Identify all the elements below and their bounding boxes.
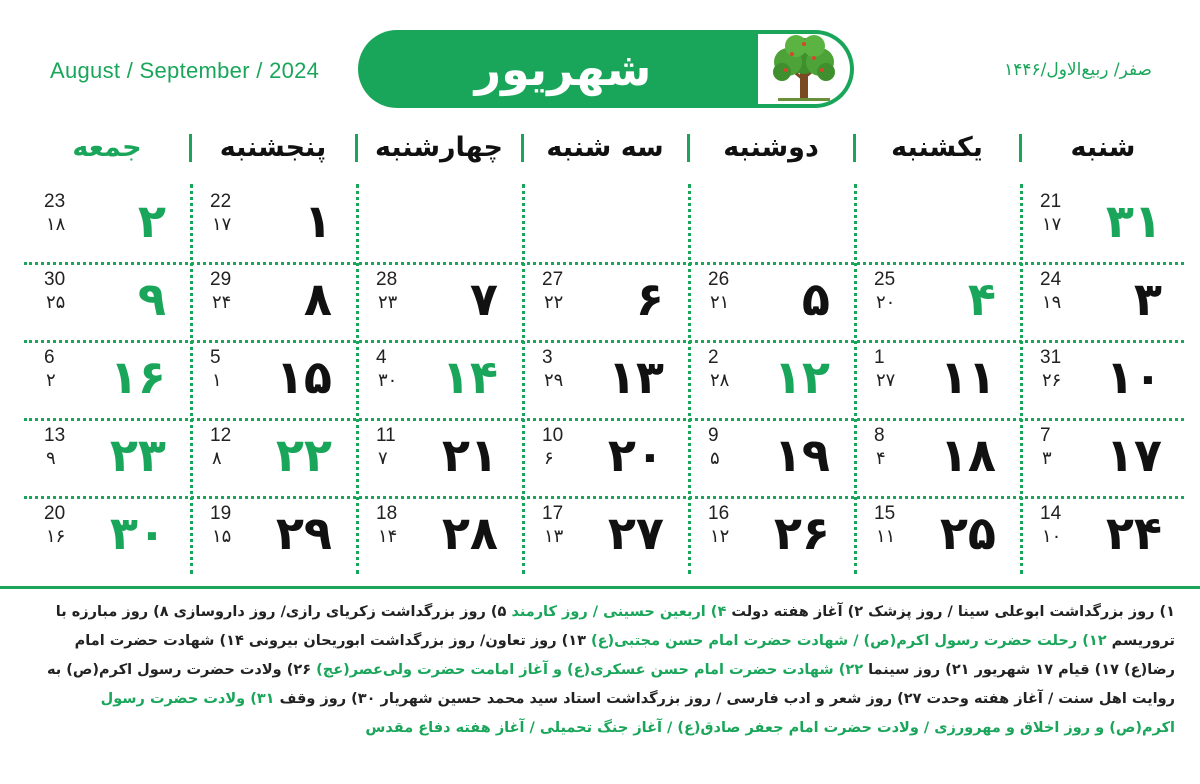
solar-day-number: ۸ (303, 272, 332, 326)
solar-day-number: ۱۶ (109, 350, 166, 404)
solar-day-number: ۲۷ (607, 506, 664, 560)
day-cell[interactable] (358, 262, 524, 340)
gregorian-day-number: 10 (542, 425, 564, 446)
day-cell[interactable] (856, 418, 1022, 496)
gregorian-day-number: 1 (874, 347, 885, 368)
day-cell[interactable] (26, 418, 192, 496)
hijri-day-number: ۱۹ (1042, 292, 1062, 313)
gregorian-day-number: 8 (874, 425, 885, 446)
solar-day-number: ۱۴ (441, 350, 498, 404)
hijri-day-number: ۳ (1042, 448, 1052, 469)
day-cell[interactable] (1022, 496, 1188, 574)
gregorian-day-number: 4 (376, 347, 387, 368)
day-cell[interactable] (524, 262, 690, 340)
hijri-day-number: ۲۹ (544, 370, 564, 391)
day-cell[interactable] (26, 184, 192, 262)
hijri-day-number: ۱۴ (378, 526, 398, 547)
day-cell[interactable] (690, 340, 856, 418)
hijri-day-number: ۱۱ (876, 526, 896, 547)
hijri-day-number: ۲ (46, 370, 56, 391)
gregorian-day-number: 6 (44, 347, 55, 368)
occasions-notes (30, 598, 1175, 778)
hijri-day-number: ۲۵ (46, 292, 66, 313)
gregorian-day-number: 2 (708, 347, 719, 368)
day-cell[interactable] (1022, 418, 1188, 496)
solar-day-number: ۵ (801, 272, 830, 326)
day-cell[interactable] (524, 340, 690, 418)
day-cell[interactable] (856, 262, 1022, 340)
day-cell[interactable] (690, 418, 856, 496)
solar-day-number: ۱۹ (773, 428, 830, 482)
hijri-day-number: ۲۶ (1042, 370, 1062, 391)
solar-day-number: ۲۲ (275, 428, 332, 482)
gregorian-day-number: 15 (874, 503, 896, 524)
day-cell[interactable] (358, 496, 524, 574)
gregorian-day-number: 20 (44, 503, 66, 524)
solar-day-number: ۳۱ (1105, 194, 1162, 248)
gregorian-day-number: 22 (210, 191, 232, 212)
gregorian-day-number: 16 (708, 503, 730, 524)
calendar-header (0, 0, 1200, 120)
gregorian-day-number: 19 (210, 503, 232, 524)
solar-day-number: ۲۴ (1105, 506, 1162, 560)
gregorian-day-number: 27 (542, 269, 564, 290)
hijri-day-number: ۲۰ (876, 292, 896, 313)
day-cell[interactable] (358, 418, 524, 496)
solar-day-number: ۲۱ (441, 428, 498, 482)
hijri-day-number: ۱ (212, 370, 222, 391)
day-cell[interactable] (1022, 262, 1188, 340)
day-cell[interactable] (1022, 340, 1188, 418)
gregorian-day-number: 26 (708, 269, 730, 290)
weekday-label: یکشنبه (891, 132, 983, 163)
hijri-day-number: ۲۸ (710, 370, 730, 391)
day-cell[interactable] (192, 418, 358, 496)
weekday-label: چهارشنبه (375, 132, 503, 163)
day-cell[interactable] (856, 496, 1022, 574)
weekday-header-row (0, 120, 1200, 176)
day-cell[interactable] (524, 496, 690, 574)
solar-day-number: ۳۰ (109, 506, 166, 560)
day-cell[interactable] (192, 340, 358, 418)
hijri-day-number: ۱۷ (212, 214, 232, 235)
hijri-day-number: ۶ (544, 448, 554, 469)
notes-divider (0, 586, 1200, 589)
hijri-day-number: ۱۵ (212, 526, 232, 547)
gregorian-day-number: 5 (210, 347, 221, 368)
solar-day-number: ۶ (635, 272, 664, 326)
gregorian-day-number: 13 (44, 425, 66, 446)
gregorian-day-number: 29 (210, 269, 232, 290)
solar-day-number: ۱۰ (1105, 350, 1162, 404)
hijri-day-number: ۱۸ (46, 214, 66, 235)
gregorian-day-number: 28 (376, 269, 398, 290)
weekday-label: سه شنبه (546, 132, 664, 163)
solar-day-number: ۱۳ (607, 350, 664, 404)
solar-day-number: ۲۸ (441, 506, 498, 560)
solar-day-number: ۳ (1133, 272, 1162, 326)
day-cell[interactable] (1022, 184, 1188, 262)
solar-day-number: ۷ (469, 272, 498, 326)
hijri-day-number: ۲۳ (378, 292, 398, 313)
day-cell[interactable] (856, 340, 1022, 418)
occasion-note: ۴) اربعین حسینی / روز کارمند (506, 604, 727, 620)
solar-day-number: ۲۰ (607, 428, 664, 482)
gregorian-day-number: 17 (542, 503, 564, 524)
weekday-label: پنجشنبه (219, 132, 327, 163)
day-cell[interactable] (358, 340, 524, 418)
day-cell[interactable] (690, 262, 856, 340)
hijri-day-number: ۱۷ (1042, 214, 1062, 235)
hijri-day-number: ۲۷ (876, 370, 896, 391)
hijri-day-number: ۱۶ (46, 526, 66, 547)
hijri-months-title: صفر/ ربیع‌الاول/۱۴۴۶ (1004, 60, 1152, 80)
hijri-day-number: ۲۱ (710, 292, 730, 313)
solar-day-number: ۲ (137, 194, 166, 248)
solar-day-number: ۱۵ (275, 350, 332, 404)
gregorian-day-number: 7 (1040, 425, 1051, 446)
weekday-label: جمعه (72, 132, 142, 163)
weekday-label: شنبه (1070, 132, 1136, 163)
solar-day-number: ۴ (967, 272, 996, 326)
month-banner (358, 30, 854, 108)
solar-day-number: ۱۱ (939, 350, 996, 404)
hijri-day-number: ۱۳ (544, 526, 564, 547)
hijri-day-number: ۲۴ (212, 292, 232, 313)
occasion-note: ۲۲) شهادت حضرت امام حسن عسکری(ع) و آغاز امامت حضرت ولی‌عصر(عج) (311, 662, 864, 678)
hijri-day-number: ۵ (710, 448, 720, 469)
gregorian-day-number: 24 (1040, 269, 1062, 290)
hijri-day-number: ۷ (378, 448, 388, 469)
day-cell[interactable] (26, 262, 192, 340)
occasion-note: ۱۲) رحلت حضرت رسول اکرم(ص) / شهادت حضرت امام حسن مجتبی(ع) (585, 633, 1107, 649)
gregorian-day-number: 18 (376, 503, 398, 524)
gregorian-day-number: 23 (44, 191, 66, 212)
gregorian-day-number: 30 (44, 269, 66, 290)
gregorian-day-number: 9 (708, 425, 719, 446)
solar-day-number: ۲۳ (109, 428, 166, 482)
month-name: شهریور (474, 42, 652, 96)
hijri-day-number: ۸ (212, 448, 222, 469)
gregorian-day-number: 14 (1040, 503, 1062, 524)
solar-day-number: ۱۲ (773, 350, 830, 404)
day-cell[interactable] (26, 340, 192, 418)
solar-day-number: ۲۵ (939, 506, 996, 560)
gregorian-months-title: August / September / 2024 (50, 58, 320, 83)
day-cell[interactable] (192, 262, 358, 340)
occasion-note: ۲۶) ولادت حضرت رسول اکرم(ص) به روایت اهل سنت / آغاز هفته وحدت ۲۷) روز شعر و ادب فارسی / روز بزرگداشت استاد سید محمد حسین شهریار ۳۰) روز وقف (47, 662, 1175, 707)
hijri-day-number: ۱۰ (1042, 526, 1062, 547)
day-cell[interactable] (26, 496, 192, 574)
hijri-day-number: ۳۰ (378, 370, 398, 391)
solar-day-number: ۱۷ (1105, 428, 1162, 482)
weekday-label: دوشنبه (723, 132, 819, 163)
day-cell[interactable] (690, 496, 856, 574)
solar-day-number: ۲۶ (773, 506, 830, 560)
gregorian-day-number: 21 (1040, 191, 1062, 212)
occasion-note: ۱۳) روز تعاون/ روز بزرگداشت ابوریحان بیرونی ۱۴) شهادت حضرت امام رضا(ع) ۱۷) قیام ۱۷ شهریور ۲۱) روز سینما (74, 633, 1175, 678)
solar-day-number: ۹ (137, 272, 166, 326)
tree-icon (758, 34, 850, 104)
day-cell[interactable] (192, 184, 358, 262)
hijri-day-number: ۲۲ (544, 292, 564, 313)
gregorian-day-number: 11 (376, 425, 396, 446)
hijri-day-number: ۴ (876, 448, 886, 469)
day-cell[interactable] (192, 496, 358, 574)
gregorian-day-number: 31 (1040, 347, 1062, 368)
gregorian-day-number: 12 (210, 425, 232, 446)
hijri-day-number: ۹ (46, 448, 56, 469)
occasion-note: ۳۱) ولادت حضرت رسول اکرم(ص) و روز اخلاق و مهرورزی / ولادت حضرت امام جعفر صادق(ع) / آغاز جنگ تحمیلی / آغاز هفته دفاع مقدس (100, 691, 1175, 736)
occasion-note: ۱) روز بزرگداشت ابوعلی سینا / روز پزشک ۲) آغاز هفته دولت (726, 604, 1175, 620)
gregorian-day-number: 25 (874, 269, 896, 290)
day-cell[interactable] (524, 418, 690, 496)
solar-day-number: ۱۸ (939, 428, 996, 482)
hijri-day-number: ۱۲ (710, 526, 730, 547)
solar-day-number: ۱ (303, 194, 332, 248)
gregorian-day-number: 3 (542, 347, 553, 368)
calendar-grid (24, 184, 1184, 574)
solar-day-number: ۲۹ (275, 506, 332, 560)
occasion-note: ۵) روز بزرگداشت زکریای رازی/ روز داروسازی ۸) روز مبارزه با تروریسم (55, 604, 1175, 649)
